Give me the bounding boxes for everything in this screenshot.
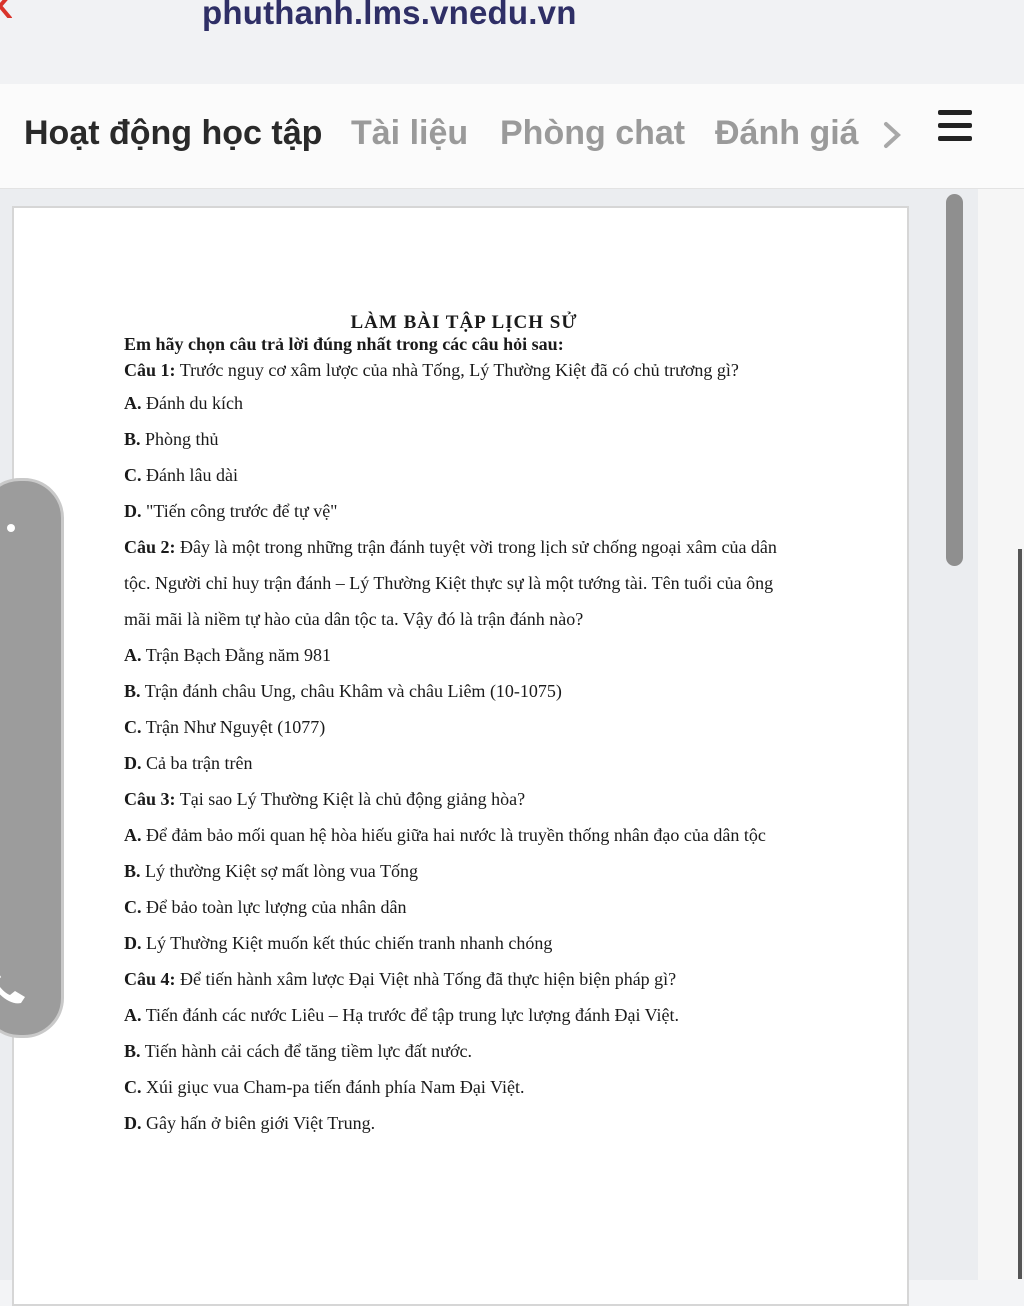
option-text: Xúi giục vua Cham-pa tiến đánh phía Nam Đại Việt. — [146, 1077, 525, 1097]
option-text: Để bảo toàn lực lượng của nhân dân — [146, 897, 407, 917]
question-4 — [124, 961, 804, 997]
option-label: D. — [124, 933, 142, 953]
question-2 — [124, 529, 804, 637]
option-text: Lý thường Kiệt sợ mất lòng vua Tống — [145, 861, 418, 881]
option-label: A. — [124, 1005, 142, 1025]
q1-option-b — [124, 421, 804, 457]
q1-option-d — [124, 493, 804, 529]
option-label: C. — [124, 717, 142, 737]
q4-option-b — [124, 1033, 804, 1069]
option-label: A. — [124, 825, 142, 845]
q3-option-b — [124, 853, 804, 889]
q2-option-d — [124, 745, 804, 781]
q2-option-a — [124, 637, 804, 673]
option-text: Trận đánh châu Ung, châu Khâm và châu Liêm (10-1075) — [144, 681, 562, 701]
option-label: B. — [124, 429, 141, 449]
q4-option-c — [124, 1069, 804, 1105]
q3-option-d — [124, 925, 804, 961]
question-1 — [124, 355, 804, 385]
option-text: Tiến đánh các nước Liêu – Hạ trước để tập trung lực lượng đánh Đại Việt. — [145, 1005, 680, 1025]
question-label: Câu 4: — [124, 969, 176, 989]
option-text: Đánh lâu dài — [146, 465, 238, 485]
q2-option-c — [124, 709, 804, 745]
document-body — [124, 312, 804, 1141]
option-label: A. — [124, 645, 142, 665]
question-label: Câu 1: — [124, 360, 176, 380]
question-text: Đây là một trong những trận đánh tuyệt vời trong lịch sử chống ngoại xâm của dân tộc. Người chỉ huy trận đánh – Lý Thường Kiệt thực sự là một tướng tài. Tên tuổi của ông mãi mãi là niềm tự hào của dân tộc ta. Vậy đó là trận đánh nào? — [124, 537, 777, 629]
question-text: Để tiến hành xâm lược Đại Việt nhà Tống đã thực hiện biện pháp gì? — [180, 969, 677, 989]
option-text: Trận Bạch Đằng năm 981 — [145, 645, 331, 665]
q3-option-a — [124, 817, 804, 853]
content-area — [0, 189, 1024, 1280]
option-label: D. — [124, 1113, 142, 1133]
option-text: Tiến hành cải cách để tăng tiềm lực đất nước. — [144, 1041, 472, 1061]
q3-option-c — [124, 889, 804, 925]
chevron-right-icon[interactable] — [880, 120, 904, 150]
document-page — [12, 206, 909, 1306]
option-text: Trận Như Nguyệt (1077) — [145, 717, 326, 737]
hamburger-menu-icon[interactable] — [938, 110, 974, 150]
tab-phong-chat[interactable]: Phòng chat — [500, 114, 686, 152]
phone-icon[interactable] — [0, 963, 29, 1009]
chevron-left-icon[interactable] — [0, 0, 20, 18]
q1-option-a — [124, 385, 804, 421]
option-label: D. — [124, 753, 142, 773]
q1-option-c — [124, 457, 804, 493]
option-text: Phòng thủ — [145, 429, 219, 449]
option-text: Lý Thường Kiệt muốn kết thúc chiến tranh nhanh chóng — [146, 933, 553, 953]
tab-bar — [0, 84, 1024, 189]
scrollbar-edge — [1018, 549, 1022, 1279]
option-label: B. — [124, 861, 141, 881]
q4-option-a — [124, 997, 804, 1033]
more-dots-icon[interactable] — [0, 519, 39, 531]
q4-option-d — [124, 1105, 804, 1141]
question-label: Câu 3: — [124, 789, 176, 809]
question-3 — [124, 781, 804, 817]
scrollbar-thumb[interactable] — [946, 194, 963, 566]
instruction-text: Em hãy chọn câu trả lời đúng nhất trong các câu hỏi sau: — [124, 334, 564, 354]
option-text: Gây hấn ở biên giới Việt Trung. — [146, 1113, 376, 1133]
tab-danh-gia[interactable]: Đánh giá — [715, 114, 859, 152]
option-label: C. — [124, 465, 142, 485]
browser-url-bar — [0, 0, 1024, 84]
tab-hoat-dong-hoc-tap[interactable]: Hoạt động học tập — [24, 114, 323, 152]
tab-tai-lieu[interactable]: Tài liệu — [351, 114, 469, 152]
option-label: B. — [124, 1041, 141, 1061]
question-text: Tại sao Lý Thường Kiệt là chủ động giảng hòa? — [179, 789, 526, 809]
floating-side-widget[interactable] — [0, 478, 64, 1038]
option-label: A. — [124, 393, 142, 413]
option-label: C. — [124, 897, 142, 917]
question-label: Câu 2: — [124, 537, 176, 557]
option-text: "Tiến công trước để tự vệ" — [146, 501, 338, 521]
option-text: Để đảm bảo mối quan hệ hòa hiếu giữa hai nước là truyền thống nhân đạo của dân tộc — [146, 825, 766, 845]
q2-option-b — [124, 673, 804, 709]
question-text: Trước nguy cơ xâm lược của nhà Tống, Lý Thường Kiệt đã có chủ trương gì? — [179, 360, 739, 380]
option-text: Đánh du kích — [146, 393, 243, 413]
option-label: B. — [124, 681, 141, 701]
option-text: Cả ba trận trên — [146, 753, 253, 773]
document-title: LÀM BÀI TẬP LỊCH SỬ — [350, 312, 578, 333]
option-label: D. — [124, 501, 142, 521]
url-text[interactable]: phuthanh.lms.vnedu.vn — [202, 0, 577, 31]
option-label: C. — [124, 1077, 142, 1097]
